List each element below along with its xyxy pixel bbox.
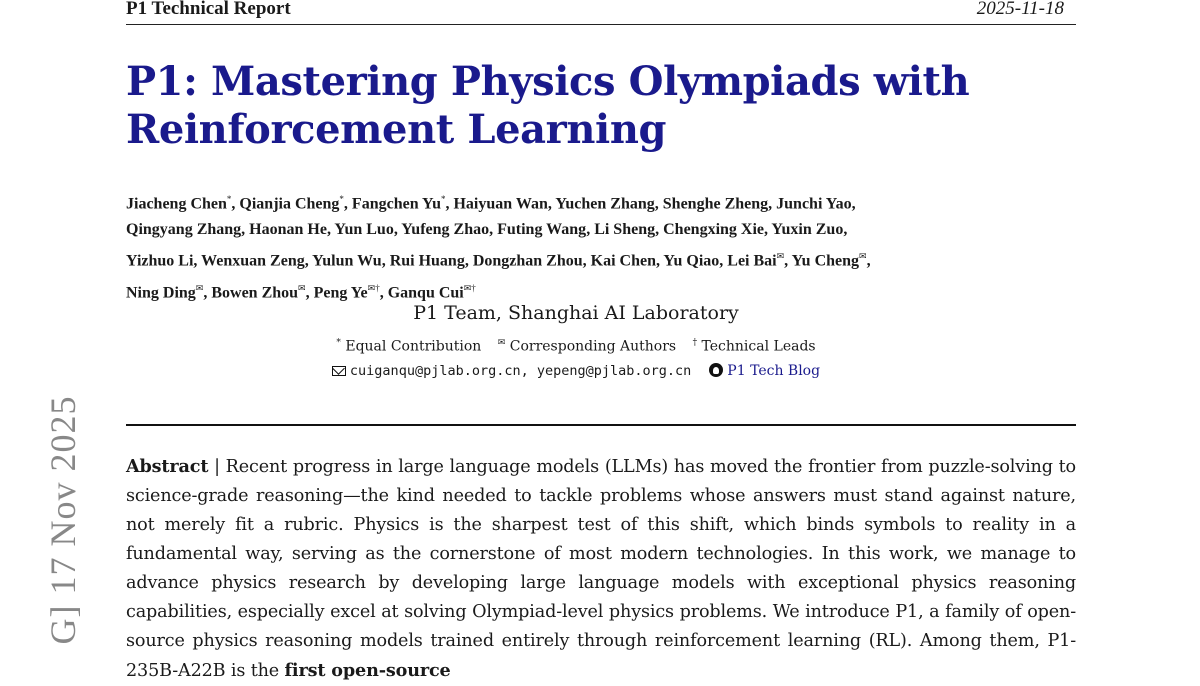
author-separator: , — [656, 252, 664, 270]
author-name: Haiyuan Wan — [453, 195, 548, 213]
author-separator: , — [326, 221, 335, 239]
author-separator: , — [866, 252, 871, 270]
author-separator: , — [445, 195, 454, 213]
author-separator: , — [379, 283, 388, 301]
author-mark: * — [440, 194, 446, 204]
author-separator: , — [851, 195, 856, 213]
author-mark: ✉ — [859, 251, 867, 262]
contact-emails[interactable]: cuiganqu@pjlab.org.cn, yepeng@pjlab.org.cn — [349, 363, 692, 379]
author-separator: , — [719, 252, 728, 270]
author-separator: , — [784, 252, 792, 270]
author-separator: , — [547, 195, 556, 213]
technical-leads-note: Technical Leads — [701, 338, 816, 355]
author-name: Jiacheng Chen — [126, 195, 227, 213]
abstract — [126, 452, 1076, 686]
abstract-emphasis: first open-source — [284, 660, 451, 681]
abstract-text: Recent progress in large language models (LLMs) has moved the frontier from puzzle-solving to science-grade reasoning—the kind needed to tackle problems whose answers must stand against nature, not merely fit a rubric. Physics is the sharpest test of this shift, which binds symbols to reality in a fundamental way, serving as the cornerstone of most modern technologies. In this work, we manage to advance physics research by developing large language models with exceptional physics reasoning capabilities, especially excel at solving Olympiad-level physics problems. We introduce P1, a family of open-source physics reasoning models trained entirely through reinforcement learning (RL). Among them, P1-235B-A22B is the — [126, 457, 1076, 681]
author-name: Kai Chen — [590, 252, 656, 270]
affiliation: P1 Team, Shanghai AI Laboratory — [413, 302, 739, 324]
author-notes — [0, 338, 1152, 355]
author-separator: , — [305, 283, 314, 301]
github-icon — [709, 363, 723, 377]
author-name: Peng Ye — [313, 283, 368, 301]
author-separator: , — [655, 221, 664, 239]
envelope-icon — [332, 366, 346, 376]
author-name: Fangchen Yu — [351, 195, 441, 213]
author-name: Bowen Zhou — [211, 283, 299, 301]
author-separator: , — [654, 195, 663, 213]
author-separator: , — [203, 283, 212, 301]
author-separator: , — [381, 252, 390, 270]
author-mark: * — [339, 194, 344, 204]
equal-mark: * — [336, 338, 341, 348]
author-mark: ✉† — [463, 282, 476, 293]
author-name: Haonan He — [249, 221, 327, 239]
author-name: Li Sheng — [594, 221, 656, 239]
author-name: Yuxin Zuo — [771, 221, 844, 239]
technical-mark: † — [692, 338, 698, 348]
author-name: Yu Cheng — [791, 252, 860, 270]
author-name: Yulun Wu — [312, 252, 382, 270]
author-separator: , — [764, 221, 772, 239]
author-name: Rui Huang — [389, 252, 465, 270]
author-name: Yuchen Zhang — [555, 195, 655, 213]
author-mark: ✉ — [776, 251, 785, 262]
author-name: Ning Ding — [126, 283, 196, 301]
author-name: Yu Qiao — [663, 252, 720, 270]
author-separator: , — [231, 195, 240, 213]
author-separator: , — [193, 252, 202, 270]
title-line-1: P1: Mastering Physics Olympiads with — [126, 58, 970, 105]
equal-contribution-note: Equal Contribution — [345, 338, 482, 355]
author-name: Yizhuo Li — [126, 252, 194, 270]
author-separator: , — [393, 221, 402, 239]
section-divider — [126, 424, 1076, 426]
author-name: Ganqu Cui — [387, 283, 464, 301]
title-line-2: Reinforcement Learning — [126, 106, 667, 153]
running-header — [126, 0, 1076, 25]
abstract-label: Abstract — [126, 456, 209, 477]
author-name: Shenghe Zheng — [662, 195, 769, 213]
author-name: Junchi Yao — [776, 195, 852, 213]
author-name: Chengxing Xie — [663, 221, 765, 239]
arxiv-side-stamp: G] 17 Nov 2025 — [43, 395, 83, 645]
author-separator: , — [489, 221, 498, 239]
author-name: Lei Bai — [727, 252, 777, 270]
author-separator: , — [586, 221, 595, 239]
author-mark: ✉ — [298, 282, 306, 293]
author-name: Dongzhan Zhou — [472, 252, 583, 270]
author-name: Futing Wang — [497, 221, 587, 239]
report-label: P1 Technical Report — [126, 0, 291, 19]
author-name: Wenxuan Zeng — [201, 252, 305, 270]
author-name: Yun Luo — [334, 221, 394, 239]
report-date: 2025-11-18 — [976, 0, 1064, 19]
author-list — [126, 186, 1086, 306]
author-name: Yufeng Zhao — [401, 221, 490, 239]
abstract-separator: | — [208, 457, 226, 477]
author-separator: , — [464, 252, 473, 270]
tech-blog-link[interactable]: P1 Tech Blog — [727, 363, 821, 379]
author-separator: , — [304, 252, 313, 270]
contact-line — [0, 363, 1152, 379]
paper-title — [126, 58, 1086, 154]
corresponding-mark: ✉ — [497, 338, 506, 348]
author-mark: ✉ — [195, 282, 204, 293]
author-name: Qingyang Zhang — [126, 221, 242, 239]
author-mark: * — [226, 194, 232, 204]
author-separator: , — [843, 221, 848, 239]
author-separator: , — [343, 195, 352, 213]
corresponding-note: Corresponding Authors — [509, 338, 677, 355]
author-separator: , — [241, 221, 250, 239]
author-separator: , — [768, 195, 777, 213]
author-mark: ✉† — [367, 282, 380, 293]
author-name: Qianjia Cheng — [239, 195, 340, 213]
author-separator: , — [582, 252, 591, 270]
